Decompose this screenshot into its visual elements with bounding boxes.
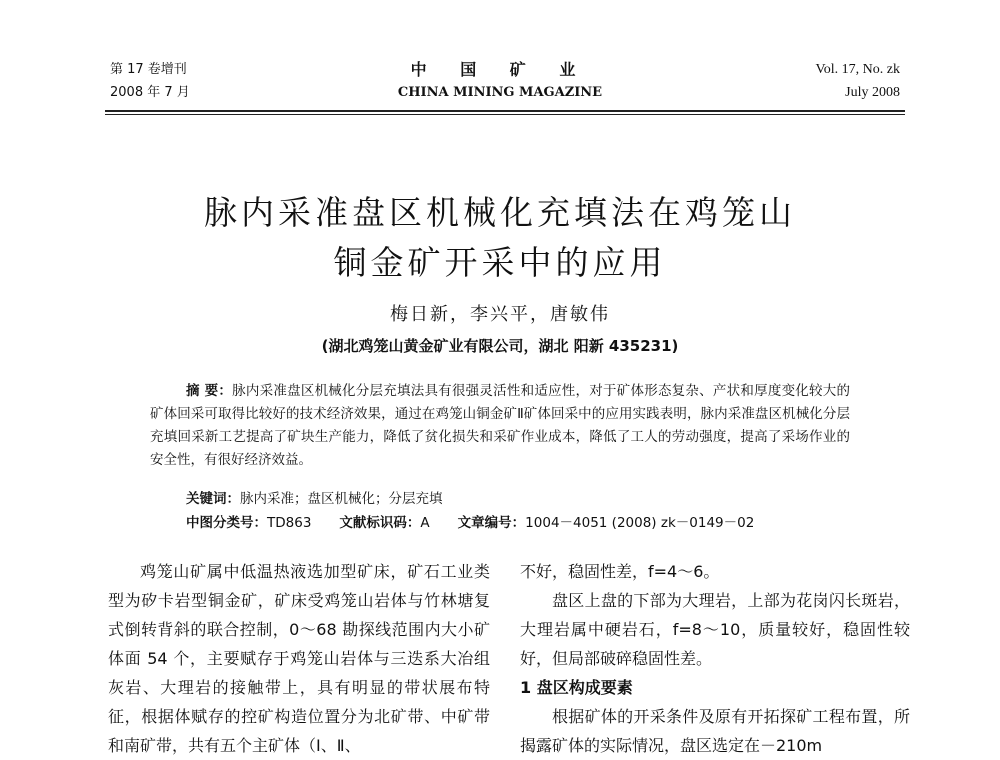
clc-label: 中图分类号： xyxy=(186,515,267,531)
issue-date-cn: 2008 年 7 月 xyxy=(110,85,190,100)
affiliation: (湖北鸡笼山黄金矿业有限公司，湖北 阳新 435231) xyxy=(321,337,679,355)
paper-title xyxy=(0,188,1000,288)
header-rule-thick xyxy=(105,110,905,112)
article-number: 1004－4051 (2008) zk－0149－02 xyxy=(525,515,755,531)
body-paragraph: 盘区上盘的下部为大理岩，上部为花岗闪长斑岩，大理岩属中硬岩石，f=8～10，质量较好，稳固性较好，但局部破碎稳固性差。 xyxy=(520,591,910,668)
keywords xyxy=(186,488,443,511)
doc-code: A xyxy=(420,515,430,531)
abstract-text: 脉内采准盘区机械化分层充填法具有很强灵活性和适应性，对于矿体形态复杂、产状和厚度变化较大的矿体回采可取得比较好的技术经济效果，通过在鸡笼山铜金矿Ⅱ矿体回采中的应用实践表明，脉内采准盘区机械化分层充填回采新工艺提高了矿块生产能力，降低了贫化损失和采矿作业成本，降低了工人的劳动强度，提高了采场作业的安全性，有很好经济效益。 xyxy=(150,383,851,468)
article-number-label: 文章编号： xyxy=(457,515,526,531)
title-line-1: 脉内采准盘区机械化充填法在鸡笼山 xyxy=(204,193,796,232)
keywords-text: 脉内采准；盘区机械化；分层充填 xyxy=(240,491,443,507)
header-rule-thin xyxy=(105,114,905,115)
doc-code-label: 文献标识码： xyxy=(339,515,421,531)
issue-number: 第 17 卷增刊 xyxy=(110,62,187,77)
section-heading: 1 盘区构成要素 xyxy=(520,678,633,697)
clc-code: TD863 xyxy=(267,515,312,531)
journal-volume-info xyxy=(815,58,900,104)
abstract xyxy=(150,380,850,472)
volume-number: Vol. 17, No. zk xyxy=(815,62,900,77)
body-paragraph: 根据矿体的开采条件及原有开拓探矿工程布置，所揭露矿体的实际情况，盘区选定在－210m xyxy=(520,707,910,755)
keywords-label: 关键词： xyxy=(186,491,240,507)
classification-line xyxy=(186,512,754,535)
issue-date-en: July 2008 xyxy=(845,85,900,100)
body-left-column: 鸡笼山矿属中低温热液选加型矿床，矿石工业类型为矽卡岩型铜金矿，矿床受鸡笼山岩体与竹林塘复式倒转背斜的联合控制，0～68 勘探线范围内大小矿体面 54 个，主要赋存于鸡笼山岩体与三迭系大冶组灰岩、大理岩的接触带上，具有明显的带状展布特征，根据体赋存的控矿构造位置分为北矿带、中矿带和南矿带，共有五个主矿体（Ⅰ、Ⅱ、 xyxy=(108,562,490,755)
body-paragraph: 不好，稳固性差，f=4～6。 xyxy=(520,562,720,581)
journal-name-cn: 中 国 矿 业 xyxy=(410,60,590,79)
title-line-2: 铜金矿开采中的应用 xyxy=(333,243,667,282)
journal-name-en: CHINA MINING MAGAZINE xyxy=(397,85,603,100)
abstract-label: 摘 要： xyxy=(186,383,233,399)
author-list: 梅日新，李兴平，唐敏伟 xyxy=(390,304,610,325)
body-right-column xyxy=(520,557,910,760)
